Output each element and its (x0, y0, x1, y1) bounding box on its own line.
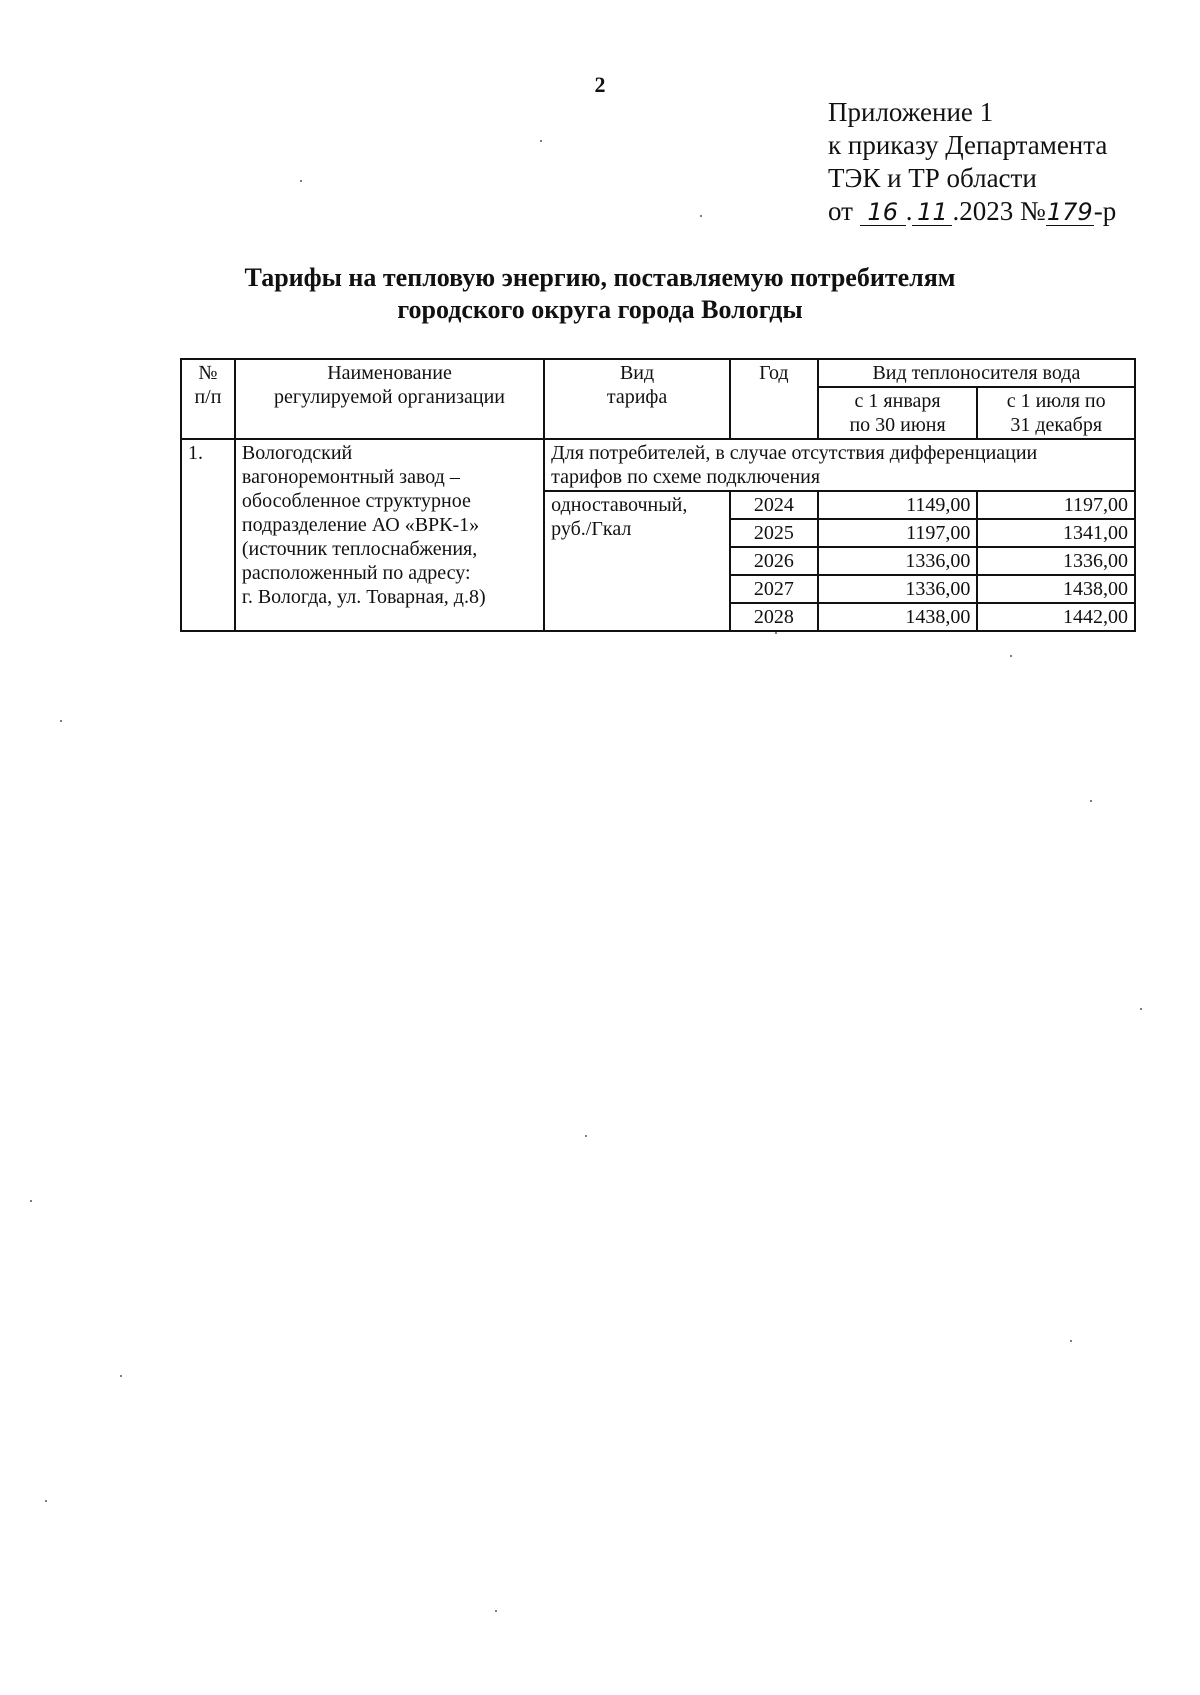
organization-line: (источник теплоснабжения, (241, 538, 478, 560)
scan-speck (1090, 800, 1092, 802)
scan-speck (60, 720, 62, 722)
header-number-line-1: № (198, 362, 218, 384)
scan-speck (120, 1375, 122, 1377)
date-prefix: от (828, 196, 853, 226)
header-period-1 (818, 387, 978, 439)
header-organization (235, 359, 544, 439)
organization-name (235, 439, 544, 631)
header-period-2-line-2: 31 декабря (1010, 414, 1103, 436)
tariff-first-half: 1336,00 (818, 547, 978, 575)
title-line-2: городского округа города Вологды (397, 295, 803, 324)
header-number (181, 359, 235, 439)
header-carrier: Вид теплоносителя вода (818, 359, 1135, 387)
tariffs-table (180, 358, 1136, 632)
order-suffix: -р (1093, 196, 1117, 226)
year-cell: 2027 (730, 575, 818, 603)
date-separator: . (905, 196, 913, 226)
year-cell: 2028 (730, 603, 818, 631)
handwritten-month: 11 (912, 199, 952, 226)
year-cell: 2026 (730, 547, 818, 575)
organization-line: обособленное структурное (241, 490, 471, 512)
tariff-type-line-1: одноставочный, (551, 494, 688, 516)
year-cell: 2025 (730, 519, 818, 547)
consumers-note-line-2: тарифов по схеме подключения (551, 466, 821, 488)
note-row (181, 439, 1135, 491)
header-tariff-type-line-2: тарифа (606, 386, 668, 408)
consumers-note (544, 439, 1135, 491)
consumers-note-line-1: Для потребителей, в случае отсутствия дифференциации (551, 442, 1038, 464)
header-tariff-type-line-1: Вид (619, 362, 655, 384)
scan-speck (300, 180, 302, 182)
appendix-block (828, 96, 1116, 228)
handwritten-day: 16 (860, 199, 906, 226)
scan-speck (540, 140, 542, 142)
organization-line: расположенный по адресу: (241, 562, 471, 584)
organization-line: г. Вологда, ул. Товарная, д.8) (241, 586, 486, 608)
document-title (0, 262, 1200, 326)
scan-speck (775, 632, 777, 634)
handwritten-order-number: 179 (1046, 198, 1093, 226)
page-number: 2 (594, 72, 606, 97)
header-organization-line-1: Наименование (327, 362, 452, 384)
header-row-1 (181, 359, 1135, 387)
appendix-line-3: ТЭК и ТР области (828, 163, 1037, 193)
organization-line: вагоноремонтный завод – (241, 466, 460, 488)
tariff-first-half: 1336,00 (818, 575, 978, 603)
header-tariff-type (544, 359, 730, 439)
organization-line: подразделение АО «ВРК-1» (241, 514, 480, 536)
appendix-date-line (828, 195, 1116, 228)
tariff-second-half: 1336,00 (977, 547, 1135, 575)
tariff-first-half: 1438,00 (818, 603, 978, 631)
tariff-second-half: 1438,00 (977, 575, 1135, 603)
row-number: 1. (181, 439, 235, 631)
tariff-second-half: 1197,00 (977, 491, 1135, 519)
header-period-1-line-2: по 30 июня (849, 414, 946, 436)
header-year: Год (730, 359, 818, 439)
tariff-first-half: 1197,00 (818, 519, 978, 547)
year-cell: 2024 (730, 491, 818, 519)
header-number-line-2: п/п (194, 386, 222, 408)
scan-speck (45, 1500, 47, 1502)
scan-speck (700, 215, 702, 217)
scan-speck (30, 1200, 32, 1202)
header-period-1-line-1: с 1 января (854, 390, 941, 412)
tariff-type (544, 491, 730, 631)
tariff-second-half: 1341,00 (977, 519, 1135, 547)
scan-speck (585, 1135, 587, 1137)
tariff-first-half: 1149,00 (818, 491, 978, 519)
header-organization-line-2: регулируемой организации (274, 386, 505, 408)
date-year: .2023 № (952, 196, 1046, 226)
tariff-second-half: 1442,00 (977, 603, 1135, 631)
appendix-line-1: Приложение 1 (828, 97, 994, 127)
title-line-1: Тарифы на тепловую энергию, поставляемую потребителям (244, 263, 956, 292)
scan-speck (1010, 655, 1012, 657)
scan-speck (495, 1610, 497, 1612)
scan-speck (1070, 1340, 1072, 1342)
header-period-2 (977, 387, 1135, 439)
header-period-2-line-1: с 1 июля по (1006, 390, 1106, 412)
appendix-line-2: к приказу Департамента (828, 130, 1108, 160)
tariff-type-line-2: руб./Гкал (551, 518, 632, 540)
organization-line: Вологодский (241, 442, 353, 464)
scan-speck (1140, 1008, 1142, 1010)
